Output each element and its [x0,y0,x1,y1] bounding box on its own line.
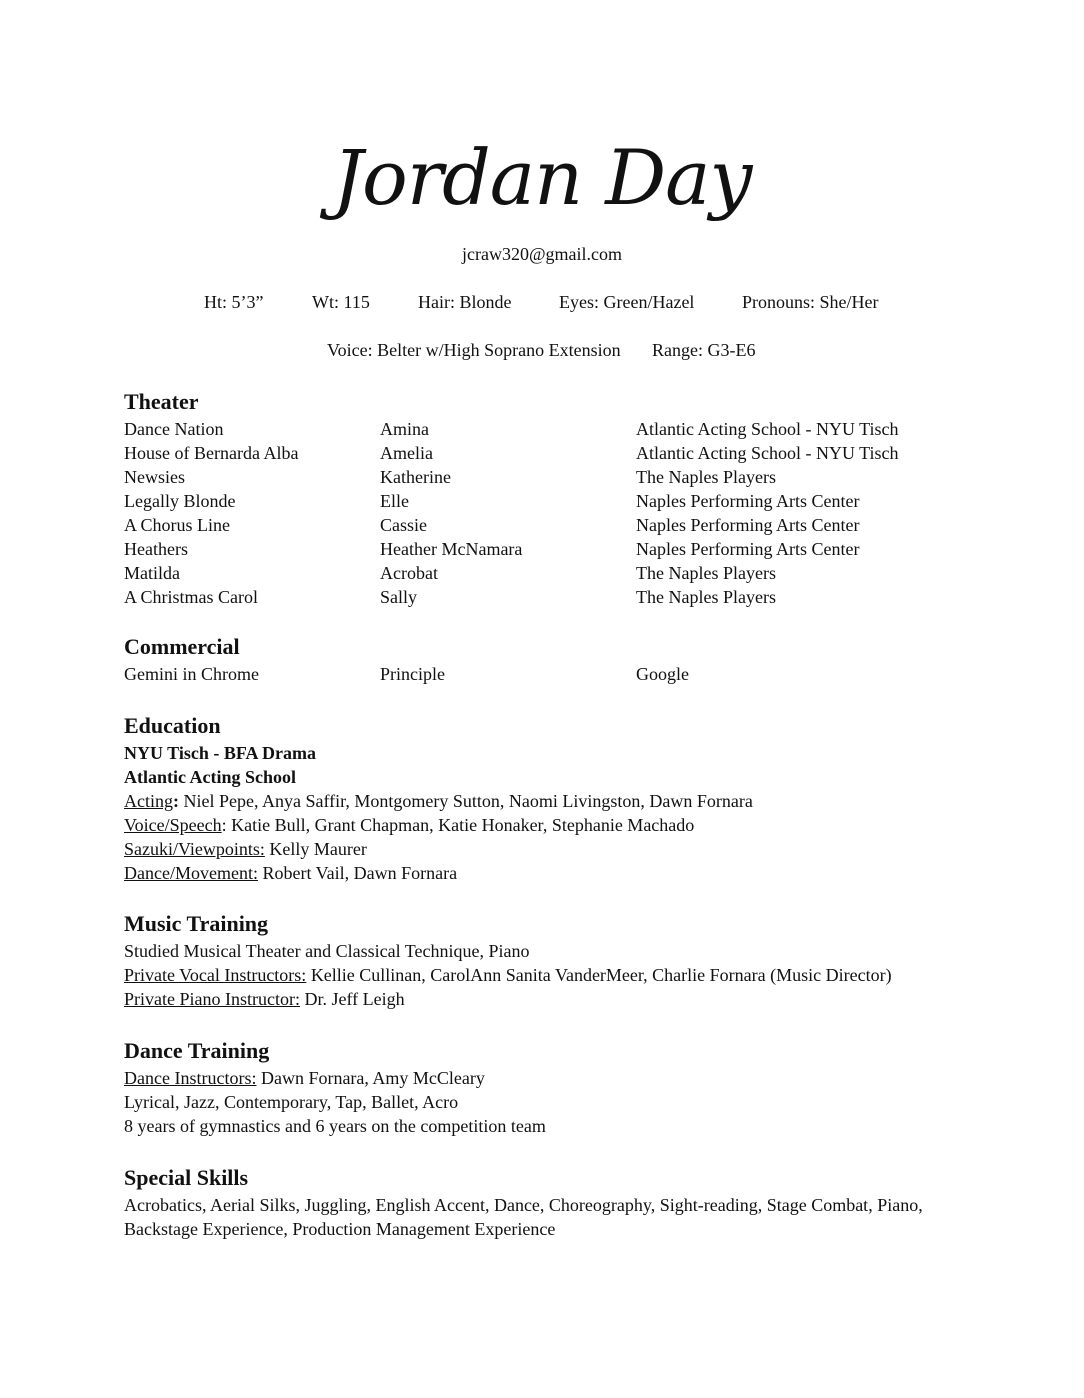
skills-line: Backstage Experience, Production Management Experience [124,1219,556,1239]
credit-role: Amina [380,419,429,439]
dance-instructors [124,1066,485,1090]
credit-row [0,585,1084,609]
credit-row [0,537,1084,561]
credit-show: A Christmas Carol [124,587,258,607]
credit-row [0,489,1084,513]
weight-stat: Wt: 115 [312,292,370,312]
credit-venue: Atlantic Acting School - NYU Tisch [636,419,899,439]
acting-colon: : [173,791,179,811]
credit-role: Cassie [380,515,427,535]
sazuki-text: Kelly Maurer [264,839,367,859]
voice-text: : Katie Bull, Grant Chapman, Katie Honaker, Stephanie Machado [221,815,695,835]
email-text: jcraw320@gmail.com [461,244,623,264]
piano-text: Dr. Jeff Leigh [299,989,405,1009]
voice-teachers [124,813,694,837]
dance-instructors-text: Dawn Fornara, Amy McCleary [256,1068,485,1088]
education-school: Atlantic Acting School [124,767,297,787]
credit-row [0,513,1084,537]
vocal-text: Kellie Cullinan, CarolAnn Sanita VanderMeer, Charlie Fornara (Music Director) [306,965,892,985]
hair-stat: Hair: Blonde [418,292,512,312]
commercial-heading: Commercial [124,634,240,659]
education-school: NYU Tisch - BFA Drama [124,743,317,763]
skills-line: Acrobatics, Aerial Silks, Juggling, English Accent, Dance, Choreography, Sight-reading, Stage Combat, Piano, [124,1195,923,1215]
skills-heading: Special Skills [124,1165,249,1190]
credit-show: Heathers [124,539,188,559]
range-stat: Range: G3-E6 [652,340,756,360]
movement-teachers [124,861,457,885]
credit-show: Legally Blonde [124,491,236,511]
credit-venue: The Naples Players [636,563,776,583]
credit-role: Amelia [380,443,433,463]
credit-show: Gemini in Chrome [124,664,259,684]
credit-role: Acrobat [380,563,438,583]
vocal-label: Private Vocal Instructors: [124,965,307,985]
credit-show: Dance Nation [124,419,224,439]
education-heading: Education [124,713,221,738]
movement-label: Dance/Movement: [124,863,258,883]
music-line: Studied Musical Theater and Classical Technique, Piano [124,941,530,961]
acting-teachers [124,789,753,813]
credit-show: Newsies [124,467,185,487]
voice-label: Voice/Speech [124,815,222,835]
movement-text: Robert Vail, Dawn Fornara [257,863,458,883]
credit-role: Elle [380,491,409,511]
vocal-instructors [124,963,892,987]
pronouns-stat: Pronouns: She/Her [742,292,879,312]
credit-row [0,441,1084,465]
credit-venue: Atlantic Acting School - NYU Tisch [636,443,899,463]
eyes-stat: Eyes: Green/Hazel [559,292,695,312]
credit-role: Heather McNamara [380,539,523,559]
piano-instructor [124,987,405,1011]
piano-label: Private Piano Instructor: [124,989,300,1009]
dance-styles: Lyrical, Jazz, Contemporary, Tap, Ballet, Acro [124,1092,459,1112]
credit-row [0,465,1084,489]
sazuki-teachers [124,837,367,861]
height-stat: Ht: 5’3” [204,292,264,312]
credit-venue: Naples Performing Arts Center [636,539,860,559]
credit-venue: The Naples Players [636,467,776,487]
credit-show: House of Bernarda Alba [124,443,299,463]
theater-heading: Theater [124,389,199,414]
credit-row [0,561,1084,585]
credit-venue: Naples Performing Arts Center [636,491,860,511]
dance-instructors-label: Dance Instructors: [124,1068,257,1088]
sazuki-label: Sazuki/Viewpoints: [124,839,265,859]
credit-venue: Google [636,664,689,684]
credit-role: Sally [380,587,418,607]
acting-label: Acting [124,791,173,811]
dance-heading: Dance Training [124,1038,270,1063]
gymnastics-line: 8 years of gymnastics and 6 years on the competition team [124,1116,546,1136]
voice-stat: Voice: Belter w/High Soprano Extension [327,340,621,360]
credit-venue: The Naples Players [636,587,776,607]
credit-role: Principle [380,664,445,684]
credit-show: A Chorus Line [124,515,230,535]
music-heading: Music Training [124,911,269,936]
credit-row [0,662,1084,686]
credit-show: Matilda [124,563,180,583]
acting-text: Niel Pepe, Anya Saffir, Montgomery Sutton, Naomi Livingston, Dawn Fornara [179,791,753,811]
credit-row [0,417,1084,441]
credit-role: Katherine [380,467,451,487]
credit-venue: Naples Performing Arts Center [636,515,860,535]
resume-name: Jordan Day [332,133,752,222]
